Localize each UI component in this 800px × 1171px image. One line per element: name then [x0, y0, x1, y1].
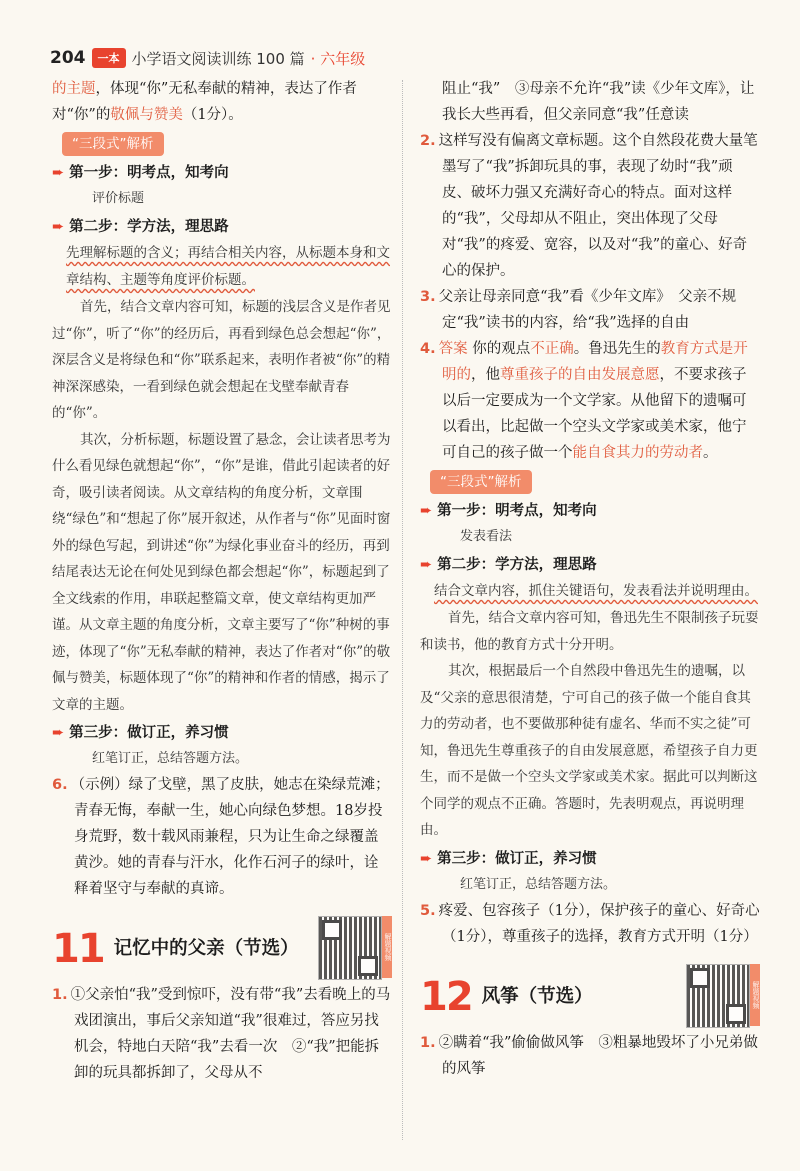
step-title: 第二步：学方法，理思路	[69, 219, 229, 235]
left-column	[52, 76, 392, 1086]
question-3-answer	[420, 284, 760, 336]
step-3-heading	[420, 846, 760, 872]
arrow-icon: ➨	[420, 503, 433, 519]
question-number: 5.	[420, 902, 436, 919]
highlight-text: 的主题	[52, 81, 96, 97]
highlight-text: 尊重孩子的自由发展意愿	[500, 367, 660, 383]
method-text: 先理解标题的含义；再结合相关内容，从标题本身和文章结构、主题等角度评价标题。	[66, 245, 390, 288]
section-title: 记忆中的父亲（节选）	[113, 938, 299, 959]
explanation-paragraph: 首先，结合文章内容可知，标题的浅层含义是作者见过“你”，听了“你”的经历后，再看到绿色总会想起“你”，深层含义是将绿色和“你”联系起来，表明作者被“你”的精神深深感染，一看到绿色就会想起在戈壁奉献青春的“你”。	[52, 299, 391, 421]
answer-text: 父亲让母亲同意“我”看《少年文库》 父亲不规定“我”读书的内容，给“我”选择的自由	[438, 289, 737, 331]
answer-text: 这样写没有偏离文章标题。这个自然段花费大量笔墨写了“我”拆卸玩具的事，表现了幼时“我”顽皮、破坏力强又充满好奇心的特点。面对这样的“我”，父母却从不阻止，突出体现了父母对“我”的疼爱、宽容，以及对“我”的童心、好奇心的保护。	[438, 133, 758, 279]
question-number: 2.	[420, 133, 436, 149]
answer-text: 。鲁迅先生的	[573, 341, 661, 357]
highlight-text: 能自食其力的劳动者	[572, 445, 703, 461]
answer-text: 。	[703, 445, 718, 461]
step-title: 第一步：明考点，知考向	[437, 503, 597, 519]
analysis-badge: “三段式”解析	[430, 470, 532, 494]
question-1-answer	[52, 982, 392, 1086]
question-5-answer	[420, 898, 760, 950]
question-number: 1.	[420, 1034, 436, 1051]
book-title: 小学语文阅读训练 100 篇	[131, 49, 305, 68]
column-divider	[402, 80, 403, 1140]
section-title: 风筝（节选）	[481, 985, 593, 1007]
question-1-continuation: 阻止“我” ③母亲不允许“我”读《少年文库》，让我长大些再看，但父亲同意“我”任意读	[442, 81, 755, 123]
step-1-heading	[420, 498, 760, 524]
answer-text: （1分）。	[182, 107, 243, 123]
answer-text: ，不要求孩子以后一定要成为一个文学家。从他留下的遗嘱可以看出，比起做一个空头文学家或美术家，他宁可自己的孩子做一个	[442, 367, 747, 461]
explanation-paragraph: 其次，分析标题，标题设置了悬念，会让读者思考为什么看见绿色就想起“你”，“你”是谁，借此引起读者的好奇，吸引读者阅读。从文章结构的角度分析，文章围绕“绿色”和“想起了你”展开叙述，从作者与“你”见面时窗外的绿色写起，到讲述“你”为绿化事业奋斗的经历，再到结尾表达无论在何处见到绿色都会想起“你”，标题起到了全文线索的作用，串联起整篇文章，使文章结构更加严谨。从文章主题的角度分析，文章主要写了“你”种树的事迹，体现了“你”无私奉献的精神，表达了作者对“你”的敬佩与赞美，标题体现了“你”的精神和作者的情感，揭示了文章的主题。	[52, 431, 391, 713]
section-number: 11	[52, 926, 104, 972]
book-grade: · 六年级	[310, 49, 366, 68]
step-2-heading	[52, 214, 392, 240]
section-12-heading	[420, 964, 760, 1030]
step-2-method	[52, 240, 392, 294]
question-6-answer	[52, 772, 392, 902]
brand-logo: 一本	[92, 48, 126, 68]
answer-text: ，他	[471, 367, 500, 383]
step-3-heading	[52, 720, 392, 746]
question-1-answer	[420, 1030, 760, 1082]
step-title: 第三步：做订正，养习惯	[69, 725, 229, 741]
right-column	[420, 76, 760, 1082]
answer-text: ①父亲怕“我”受到惊吓，没有带“我”去看晚上的马戏团演出，事后父亲知道“我”很难过，答应另找机会，特地白天陪“我”去看一次 ②“我”把能拆卸的玩具都拆卸了，父母从不	[70, 987, 391, 1081]
answer-text: 你的观点	[467, 341, 531, 357]
section-number: 12	[420, 973, 472, 1020]
answer-text: ②瞒着“我”偷偷做风筝 ③粗暴地毁坏了小兄弟做的风筝	[438, 1034, 758, 1077]
step-title: 第三步：做订正，养习惯	[437, 850, 597, 867]
arrow-icon: ➨	[420, 850, 433, 867]
qr-code-icon[interactable]	[686, 964, 750, 1028]
answer-continuation	[52, 76, 392, 128]
step-1-content: 发表看法	[460, 529, 513, 544]
answer-text: 疼爱、包容孩子（1分），保护孩子的童心、好奇心（1分），尊重孩子的选择，教育方式开明（1分）	[438, 902, 760, 945]
highlight-text: 敬佩与赞美	[110, 107, 183, 123]
explanation-paragraph: 首先，结合文章内容可知，鲁迅先生不限制孩子玩耍和读书，他的教育方式十分开明。	[420, 610, 759, 653]
question-number: 1.	[52, 987, 68, 1003]
question-number: 6.	[52, 777, 68, 793]
step-2-heading	[420, 552, 760, 578]
arrow-icon: ➨	[52, 725, 65, 741]
answer-label: 答案	[438, 341, 468, 357]
answer-text: ，体现“你”无私奉献的精神，表达了作者对“你”的	[52, 81, 357, 123]
highlight-text: 教育方式是开明的	[442, 341, 748, 383]
question-number: 4.	[420, 341, 436, 357]
answer-text: （示例）绿了戈壁，黑了皮肤，她志在染绿荒滩；青春无悔，奉献一生，她心向绿色梦想。18岁投身荒野，数十载风雨兼程，只为让生命之绿覆盖黄沙。她的青春与汗水，化作石河子的绿叶，诠释着坚守与奉献的真谛。	[70, 777, 390, 897]
step-title: 第二步：学方法，理思路	[437, 557, 597, 573]
qr-code-icon[interactable]	[318, 916, 382, 980]
page-header	[50, 44, 365, 72]
step-2-method	[420, 578, 760, 605]
question-2-answer	[420, 128, 760, 284]
step-title: 第一步：明考点，知考向	[69, 165, 229, 181]
step-3-content: 红笔订正，总结答题方法。	[92, 751, 249, 766]
section-11-heading	[52, 916, 392, 982]
question-4-answer	[420, 336, 760, 466]
video-tag: 解题视频	[750, 964, 760, 1026]
page-number: 204	[50, 48, 86, 68]
step-1-heading	[52, 160, 392, 186]
step-1-content: 评价标题	[92, 191, 145, 206]
analysis-badge: “三段式”解析	[62, 132, 164, 156]
highlight-text: 不正确	[530, 341, 574, 357]
arrow-icon: ➨	[52, 219, 65, 235]
arrow-icon: ➨	[52, 165, 65, 181]
question-number: 3.	[420, 289, 436, 305]
step-3-content: 红笔订正，总结答题方法。	[460, 876, 617, 892]
method-text: 结合文章内容，抓住关键语句，发表看法并说明理由。	[434, 583, 758, 599]
arrow-icon: ➨	[420, 557, 433, 573]
explanation-paragraph: 其次，根据最后一个自然段中鲁迅先生的遗嘱，以及“父亲的意思很清楚，宁可自己的孩子做一个能自食其力的劳动者，也不要做那种徒有虚名、华而不实之徒”可知，鲁迅先生尊重孩子的自由发展意愿，希望孩子自力更生，而不是做一个空头文学家或美术家。据此可以判断这个同学的观点不正确。答题时，先表明观点，再说明理由。	[420, 663, 758, 838]
video-tag: 解题视频	[382, 916, 392, 978]
